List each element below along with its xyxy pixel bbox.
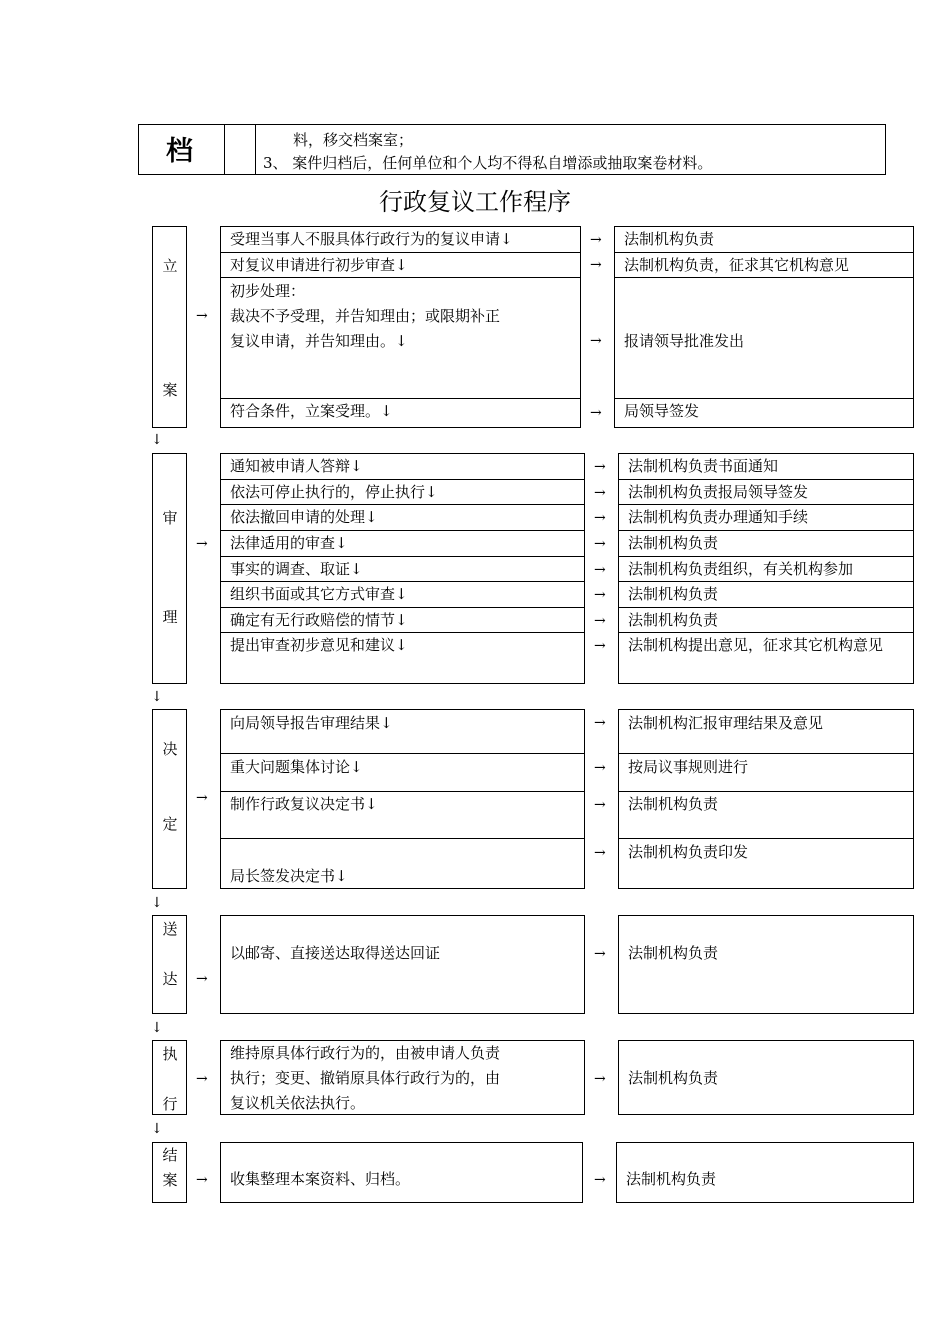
arrow-right-icon: → bbox=[196, 308, 208, 324]
result-text: 法制机构汇报审理结果及意见 bbox=[628, 714, 824, 732]
archive-char: 档 bbox=[166, 136, 193, 167]
result-text: 法制机构负责 bbox=[624, 230, 715, 248]
arrow-right-icon: → bbox=[594, 536, 606, 552]
divider bbox=[220, 753, 585, 754]
arrow-right-icon: → bbox=[594, 510, 606, 526]
result-text: 法制机构负责印发 bbox=[628, 843, 749, 861]
divider bbox=[618, 753, 914, 754]
arrow-right-icon: → bbox=[594, 459, 606, 475]
stage-label-char: 结 bbox=[162, 1146, 178, 1164]
arrow-right-icon: → bbox=[590, 232, 602, 248]
arrow-right-icon: → bbox=[594, 587, 606, 603]
divider bbox=[220, 838, 585, 839]
arrow-right-icon: → bbox=[590, 257, 602, 273]
arrow-right-icon: → bbox=[196, 1172, 208, 1188]
page-title: 行政复议工作程序 bbox=[379, 188, 571, 216]
stage-label-char: 决 bbox=[162, 740, 178, 758]
step-text: 局长签发决定书↓ bbox=[230, 867, 348, 885]
step-text: 符合条件，立案受理。↓ bbox=[230, 402, 393, 420]
arrow-right-icon: → bbox=[594, 1071, 606, 1087]
step-text: 提出审查初步意见和建议↓ bbox=[230, 636, 408, 654]
step-text: 对复议申请进行初步审查↓ bbox=[230, 256, 408, 274]
stage-label-char: 达 bbox=[162, 970, 178, 988]
result-text: 按局议事规则进行 bbox=[628, 758, 749, 776]
arrow-right-icon: → bbox=[594, 638, 606, 654]
stage-label-char: 案 bbox=[162, 1171, 178, 1189]
result-text: 法制机构负责书面通知 bbox=[628, 457, 779, 475]
arrow-right-icon: → bbox=[590, 333, 602, 349]
stage-label-box-jueding bbox=[152, 709, 187, 889]
divider bbox=[618, 838, 914, 839]
arrow-right-icon: → bbox=[594, 946, 606, 962]
arrow-right-icon: → bbox=[594, 562, 606, 578]
arrow-right-icon: → bbox=[196, 971, 208, 987]
result-text: 法制机构负责 bbox=[628, 944, 719, 962]
stage-label-char: 送 bbox=[162, 920, 178, 938]
archive-spacer-cell bbox=[224, 124, 256, 175]
stage-label-char: 执 bbox=[162, 1045, 178, 1063]
step-text: 制作行政复议决定书↓ bbox=[230, 795, 378, 813]
step-text: 向局领导报告审理结果↓ bbox=[230, 714, 393, 732]
archive-line-1: 料，移交档案室； bbox=[293, 131, 414, 149]
step-text: 通知被申请人答辩↓ bbox=[230, 457, 363, 475]
result-text: 法制机构提出意见，征求其它机构意见 bbox=[628, 636, 884, 654]
arrow-right-icon: → bbox=[594, 845, 606, 861]
step-text: 确定有无行政赔偿的情节↓ bbox=[230, 611, 408, 629]
result-text: 法制机构负责报局领导签发 bbox=[628, 483, 809, 501]
result-text: 法制机构负责 bbox=[628, 534, 719, 552]
result-text: 法制机构负责组织，有关机构参加 bbox=[628, 560, 854, 578]
result-text: 报请领导批准发出 bbox=[624, 332, 745, 350]
arrow-right-icon: → bbox=[196, 536, 208, 552]
step-text: 法律适用的审查↓ bbox=[230, 534, 348, 552]
arrow-right-icon: → bbox=[196, 790, 208, 806]
arrow-right-icon: → bbox=[594, 485, 606, 501]
result-text: 法制机构负责办理通知手续 bbox=[628, 508, 809, 526]
arrow-right-icon: → bbox=[196, 1071, 208, 1087]
result-text: 法制机构负责 bbox=[628, 795, 719, 813]
stage-label-box-shenli bbox=[152, 453, 187, 684]
step-text: 依法撤回申请的处理↓ bbox=[230, 508, 378, 526]
arrow-right-icon: → bbox=[594, 613, 606, 629]
step-text: 复议机关依法执行。 bbox=[230, 1094, 366, 1112]
stage-label-char: 理 bbox=[162, 608, 178, 626]
result-text: 法制机构负责 bbox=[628, 585, 719, 603]
step-text: 受理当事人不服具体行政行为的复议申请↓ bbox=[230, 230, 513, 248]
step-text: 重大问题集体讨论↓ bbox=[230, 758, 363, 776]
step-text: 初步处理： bbox=[230, 282, 306, 300]
stage-label-char: 案 bbox=[162, 381, 178, 399]
arrow-right-icon: → bbox=[594, 797, 606, 813]
step-text: 复议申请，并告知理由。↓ bbox=[230, 332, 408, 350]
arrow-down-icon: ↓ bbox=[151, 1121, 163, 1137]
result-text: 法制机构负责，征求其它机构意见 bbox=[624, 256, 850, 274]
arrow-down-icon: ↓ bbox=[151, 895, 163, 911]
step-text: 收集整理本案资料、归档。 bbox=[230, 1170, 411, 1188]
step-text: 事实的调查、取证↓ bbox=[230, 560, 363, 578]
step-text: 以邮寄、直接送达取得送达回证 bbox=[230, 944, 441, 962]
stage-label-char: 行 bbox=[162, 1095, 178, 1113]
arrow-right-icon: → bbox=[594, 715, 606, 731]
archive-line-2: 3、 案件归档后，任何单位和个人均不得私自增添或抽取案卷材料。 bbox=[263, 154, 713, 172]
step-text: 依法可停止执行的，停止执行↓ bbox=[230, 483, 438, 501]
result-text: 法制机构负责 bbox=[628, 611, 719, 629]
step-text: 执行；变更、撤销原具体行政行为的，由 bbox=[230, 1069, 501, 1087]
step-text: 裁决不予受理，并告知理由；或限期补正 bbox=[230, 307, 501, 325]
result-text: 局领导签发 bbox=[624, 402, 700, 420]
stage-label-char: 定 bbox=[162, 815, 178, 833]
arrow-down-icon: ↓ bbox=[151, 689, 163, 705]
step-text: 组织书面或其它方式审查↓ bbox=[230, 585, 408, 603]
arrow-down-icon: ↓ bbox=[151, 432, 163, 448]
arrow-right-icon: → bbox=[590, 405, 602, 421]
arrow-down-icon: ↓ bbox=[151, 1020, 163, 1036]
result-text: 法制机构负责 bbox=[628, 1069, 719, 1087]
result-text: 法制机构负责 bbox=[626, 1170, 717, 1188]
arrow-right-icon: → bbox=[594, 1172, 606, 1188]
step-text: 维持原具体行政行为的，由被申请人负责 bbox=[230, 1044, 501, 1062]
stage-label-char: 审 bbox=[162, 509, 178, 527]
arrow-right-icon: → bbox=[594, 760, 606, 776]
stage-label-char: 立 bbox=[162, 257, 178, 275]
